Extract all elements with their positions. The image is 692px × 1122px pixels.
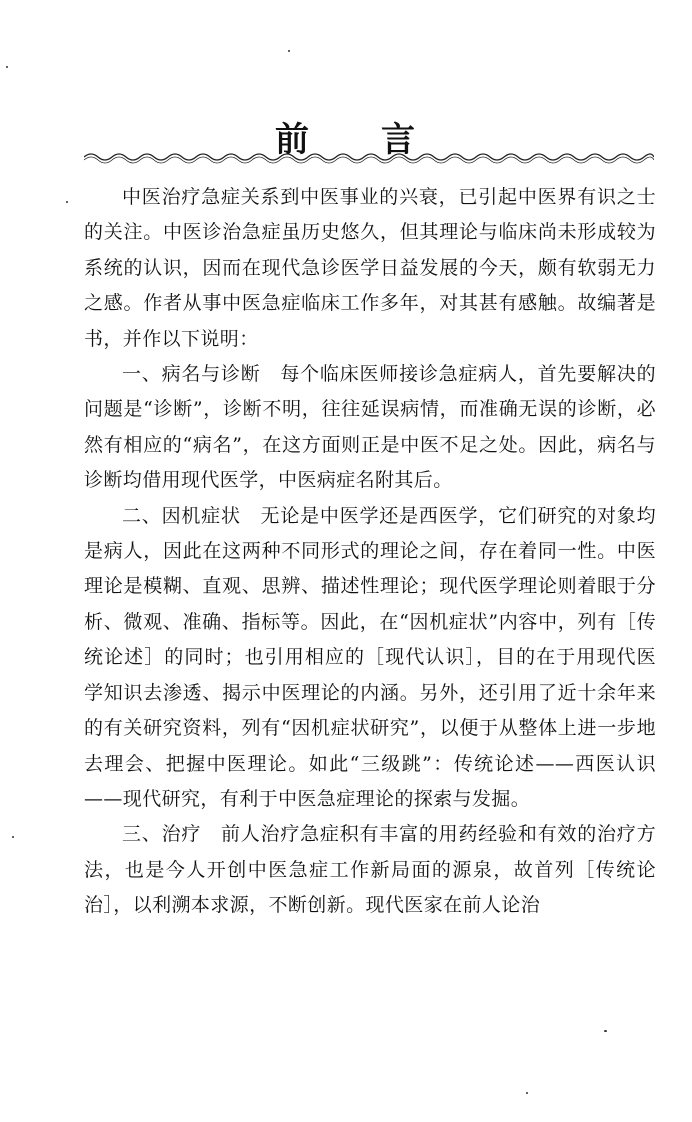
- scan-speck: [526, 1092, 528, 1094]
- decorative-wave-divider: [84, 150, 654, 164]
- paragraph-etiology: 二、因机症状 无论是中医学还是西医学，它们研究的对象均是病人，因此在这两种不同形式的理论之间，存在着同一性。中医理论是模糊、直观、思辨、描述性理论；现代医学理论则着眼于分析、微观、准确、指标等。因此，在“因机症状”内容中，列有［传统论述］的同时；也引用相应的［现代认识］，目的在于用现代医学知识去渗透、揭示中医理论的内涵。另外，还引用了近十余年来的有关研究资料，列有“因机症状研究”，以便于从整体上进一步地去理会、把握中医理论。如此“三级跳”：传统论述——西医认识——现代研究，有利于中医急症理论的探索与发掘。: [84, 504, 656, 810]
- paragraph-intro: 中医治疗急症关系到中医事业的兴衰，已引起中医界有识之士的关注。中医诊治急症虽历史悠久，但其理论与临床尚未形成较为系统的认识，因而在现代急诊医学日益发展的今天，颇有软弱无力之感。作者从事中医急症临床工作多年，对其甚有感触。故编著是书，并作以下说明：: [84, 186, 656, 350]
- scan-speck: [66, 201, 68, 203]
- paragraph-treatment: 三、治疗 前人治疗急症积有丰富的用药经验和有效的治疗方法，也是今人开创中医急症工作新局面的源泉，故首列［传统论治］，以利溯本求源，不断创新。现代医家在前人论治: [84, 823, 656, 917]
- scan-speck: [6, 66, 8, 68]
- preface-body: [84, 180, 656, 924]
- scan-speck: [604, 1030, 607, 1032]
- title-char-1: 前: [275, 120, 311, 160]
- title-char-2: 言: [381, 120, 417, 160]
- paragraph-diagnosis: 一、病名与诊断 每个临床医师接诊急症病人，首先要解决的问题是“诊断”，诊断不明，往往延误病情，而准确无误的诊断，必然有相应的“病名”，在这方面则正是中医不足之处。因此，病名与诊断均借用现代医学，中医病症名附其后。: [84, 363, 656, 492]
- scan-speck: [288, 50, 290, 52]
- scan-speck: [12, 836, 14, 838]
